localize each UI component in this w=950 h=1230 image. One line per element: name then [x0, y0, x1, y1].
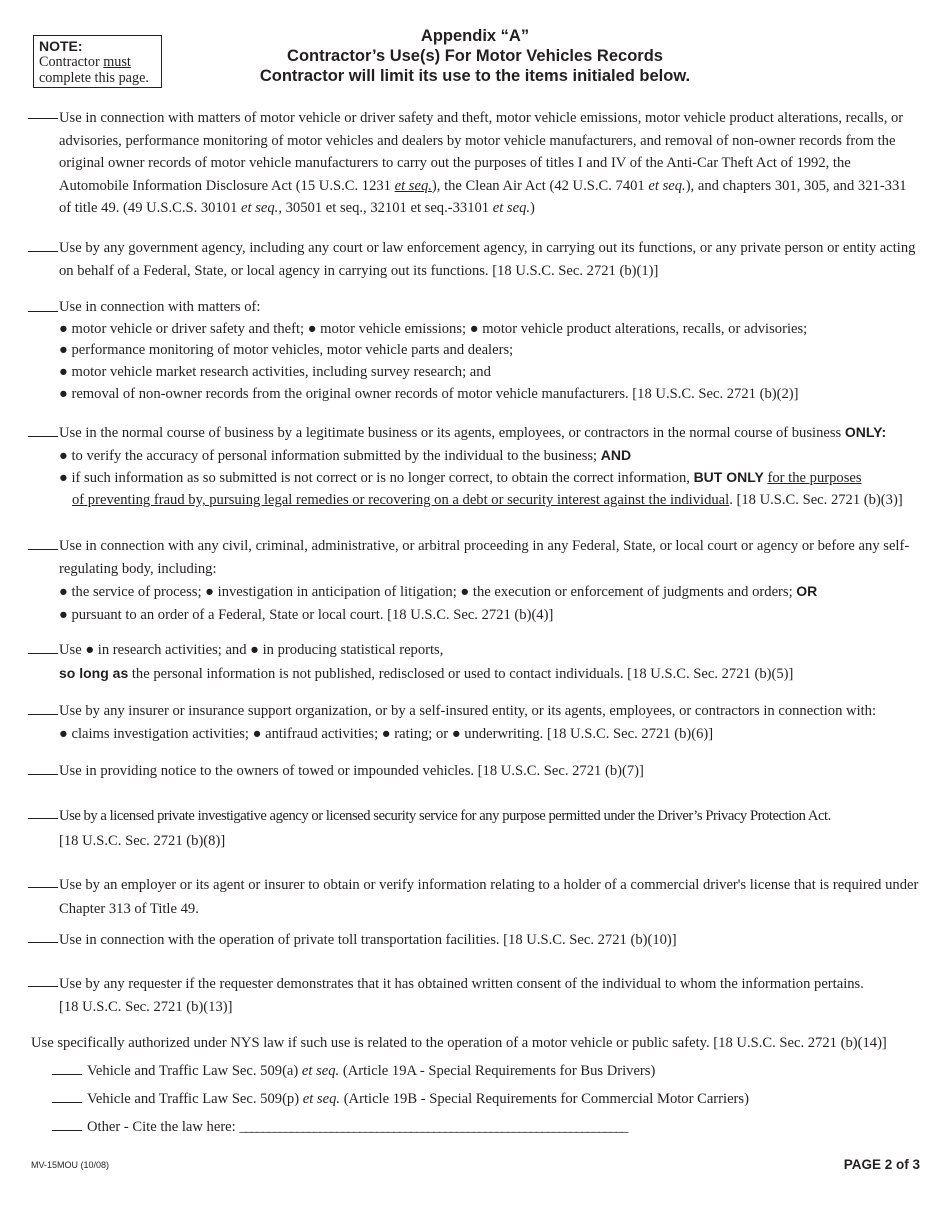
use-item-9: Use by a licensed private investigative agency or licensed security service for any purpose permitted under the Driver’s Privacy Protection Act. [18 U.S.C. Sec. 2721 (b)(8)] [59, 808, 831, 849]
use-item-1: Use in connection with matters of motor vehicle or driver safety and theft, motor vehicle emissions, motor vehicle product alterations, recalls, or advisories, performance monitoring of motor vehicles and dealers by motor vehicle manufacturers, and removal of non-owner records from the original owner records of motor vehicle manufacturers to carry out the purposes of titles I and IV of the Anti-Car Theft Act of 1992, the Automobile Information Disclosure Act (15 U.S.C. 1231 et seq.), the Clean Air Act (42 U.S.C. 7401 et seq.), and chapters 301, 305, and 321-331 of title 49. (49 U.S.C.S. 30101 et seq., 30501 et seq., 32101 et seq.-33101 et seq.) [59, 110, 907, 217]
use-item-4: Use in the normal course of business by a legitimate business or its agents, employees, or contractors in the normal course of business ONLY: ● to verify the accuracy of personal information submitted by the individual to the business; AND ● if such information as so submitted is not correct or is no longer correct, to obtain the correct information, BUT ONLY for the purposes of preventing fraud by, pursuing legal remedies or recovering on a debt or security interest against the individual. [18 U.S.C. Sec. 2721 (b)(3)] [59, 424, 903, 509]
use-item-12: Use by any requester if the requester demonstrates that it has obtained written consent of the individual to whom the information pertains. [18 U.S.C. Sec. 2721 (b)(13)] [59, 976, 864, 1015]
initial-line-12[interactable] [28, 986, 58, 987]
initial-line-9[interactable] [28, 818, 58, 819]
use-item-11: Use in connection with the operation of private toll transportation facilities. [18 U.S.C. Sec. 2721 (b)(10)] [59, 932, 677, 948]
initial-line-3[interactable] [28, 311, 58, 312]
header-appendix: Appendix “A” [420, 27, 530, 45]
initial-line-4[interactable] [28, 436, 58, 437]
use-item-6: Use ● in research activities; and ● in producing statistical reports, so long as the personal information is not published, redisclosed or used to contact individuals. [18 U.S.C. Sec. 2721 (b)(5)] [59, 642, 794, 682]
initial-line-nys-b[interactable] [52, 1102, 82, 1103]
use-item-8: Use in providing notice to the owners of towed or impounded vehicles. [18 U.S.C. Sec. 2721 (b)(7)] [59, 763, 644, 779]
note-line-1: Contractor must [39, 54, 131, 70]
initial-line-6[interactable] [28, 653, 58, 654]
initial-line-nys-other[interactable] [52, 1130, 82, 1131]
header-subtitle: Contractor will limit its use to the items initialed below. [259, 67, 691, 85]
use-item-7: Use by any insurer or insurance support organization, or by a self-insured entity, or its agents, employees, or contractors in connection with: ● claims investigation activities; ● antifraud activities; ● rating; or ● underwriting. [18 U.S.C. Sec. 2721 (b)(6)] [59, 703, 877, 742]
nys-option-509p: Vehicle and Traffic Law Sec. 509(p) et seq. (Article 19B - Special Requirements for Commercial Motor Carriers) [87, 1091, 749, 1107]
use-item-2: Use by any government agency, including any court or law enforcement agency, in carrying out its functions, or any private person or entity acting on behalf of a Federal, State, or local agency in carrying out its functions. [18 U.S.C. Sec. 2721 (b)(1)] [59, 240, 916, 279]
note-box [33, 35, 162, 88]
initial-line-5[interactable] [28, 549, 58, 550]
nys-option-509a: Vehicle and Traffic Law Sec. 509(a) et seq. (Article 19A - Special Requirements for Bus Drivers) [87, 1063, 656, 1079]
initial-line-nys-a[interactable] [52, 1074, 82, 1075]
note-line-2: complete this page. [39, 70, 149, 86]
initial-line-1[interactable] [28, 118, 58, 119]
initial-line-8[interactable] [28, 774, 58, 775]
initial-line-10[interactable] [28, 887, 58, 888]
page-number: PAGE 2 of 3 [843, 1157, 920, 1172]
header-title: Contractor’s Use(s) For Motor Vehicles Records [287, 47, 663, 65]
nys-authorization-intro: Use specifically authorized under NYS law if such use is related to the operation of a motor vehicle or public safety. [18 U.S.C. Sec. 2721 (b)(14)] [31, 1035, 887, 1051]
initial-line-7[interactable] [28, 714, 58, 715]
initial-line-2[interactable] [28, 251, 58, 252]
use-item-5: Use in connection with any civil, criminal, administrative, or arbitral proceeding in any Federal, State, or local court or agency or before any self-regulating body, including: ● the service of process; ● investigation in anticipation of litigation; ● the execution or enforcement of judgments and orders; OR ● pursuant to an order of a Federal, State or local court. [18 U.S.C. Sec. 2721 (b)(4)] [59, 538, 910, 623]
other-law-citation-field[interactable]: ____________________________________________________________________ [239, 1119, 627, 1135]
form-id: MV-15MOU (10/08) [31, 1160, 110, 1170]
use-item-10: Use by an employer or its agent or insurer to obtain or verify information relating to a holder of a commercial driver's license that is required under Chapter 313 of Title 49. [59, 877, 919, 917]
initial-line-11[interactable] [28, 942, 58, 943]
page-header [210, 26, 740, 86]
note-title: NOTE: [39, 38, 83, 54]
nys-option-other: Other - Cite the law here: ____________________________________________________________________ [87, 1119, 627, 1135]
use-item-3: Use in connection with matters of: ● motor vehicle or driver safety and theft; ● motor vehicle emissions; ● motor vehicle product alterations, recalls, or advisories; ● performance monitoring of motor vehicles, motor vehicle parts and dealers; ● motor vehicle market research activities, including survey research; and ● removal of non-owner records from the original owner records of motor vehicle manufacturers. [18 U.S.C. Sec. 2721 (b)(2)] [59, 299, 808, 402]
